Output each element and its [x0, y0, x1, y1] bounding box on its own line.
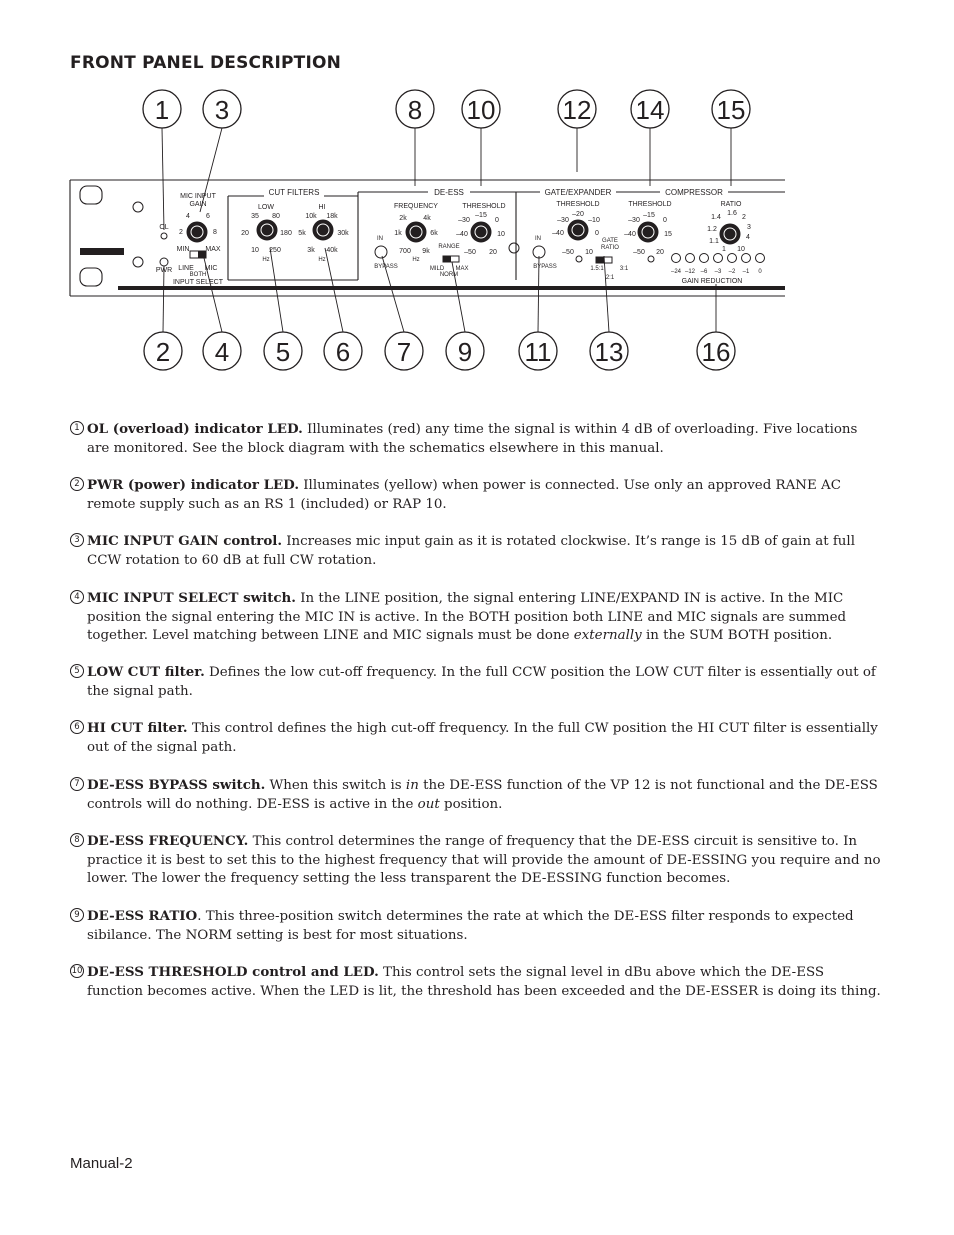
label-compressor: COMPRESSOR	[665, 188, 723, 197]
item-heading: DE-ESS BYPASS switch.	[87, 777, 266, 793]
callout-label-3: 3	[214, 95, 230, 125]
ol-led	[133, 202, 143, 212]
item-number: 3	[70, 533, 84, 547]
page-title: FRONT PANEL DESCRIPTION	[70, 53, 342, 73]
callout-label-13: 13	[594, 337, 624, 367]
svg-text:1.4: 1.4	[711, 214, 721, 221]
item-body: This control sets the signal level in dBu above which the DE-ESS function becomes active. When the LED is lit, the threshold has been exceeded and the DE-ESSER is doing its thing.	[87, 965, 881, 999]
item-heading: HI CUT filter.	[87, 720, 188, 736]
item-emphasis: out	[417, 796, 440, 812]
svg-text:700: 700	[399, 248, 411, 255]
callout-label-10: 10	[466, 95, 496, 125]
desc-item-5	[70, 663, 882, 701]
svg-text:MAX: MAX	[205, 246, 221, 253]
svg-text:20: 20	[489, 249, 497, 256]
svg-text:1.5:1: 1.5:1	[590, 266, 604, 272]
item-body: Illuminates (yellow) when power is connected. Use only an approved RANE AC remote supply such as an RS 1 (included) or RAP 10.	[87, 478, 841, 512]
svg-text:IN: IN	[377, 236, 383, 242]
item-emphasis: in	[405, 778, 419, 793]
svg-text:1.1: 1.1	[709, 238, 719, 245]
label-gate-expander: GATE/EXPANDER	[544, 188, 612, 197]
label-gain: GAIN	[189, 201, 207, 208]
item-number: 8	[70, 833, 84, 847]
de-ess-threshold-knob	[471, 222, 491, 242]
svg-text:10: 10	[585, 249, 593, 256]
gr-led-6	[742, 254, 751, 263]
label-frequency: FREQUENCY	[394, 203, 438, 210]
label-comp-threshold: THRESHOLD	[628, 201, 672, 208]
callout-label-12: 12	[562, 95, 592, 125]
svg-text:20: 20	[241, 230, 249, 237]
gr-label-6: –1	[742, 269, 750, 275]
item-body: the DE-ESS function of the VP 12 is not functional and the DE-ESS controls will do nothing. DE-ESS is active in the	[87, 778, 878, 812]
svg-text:6k: 6k	[430, 230, 438, 237]
svg-text:–40: –40	[624, 231, 636, 238]
label-ratio: RATIO	[720, 201, 742, 208]
label-low: LOW	[258, 204, 274, 211]
svg-text:80: 80	[272, 213, 280, 220]
callout-label-14: 14	[635, 95, 665, 125]
item-heading: MIC INPUT SELECT switch.	[87, 590, 296, 606]
svg-text:–15: –15	[475, 212, 487, 219]
item-heading: LOW CUT filter.	[87, 664, 205, 680]
callout-label-15: 15	[716, 95, 746, 125]
desc-item-9	[70, 907, 882, 945]
callout-label-1: 1	[154, 95, 170, 125]
svg-text:IN: IN	[535, 236, 541, 242]
gate-threshold-knob	[568, 220, 588, 240]
comp-threshold-knob	[638, 222, 658, 242]
svg-text:–20: –20	[572, 211, 584, 218]
svg-text:2: 2	[179, 229, 183, 236]
item-number: 6	[70, 720, 84, 734]
svg-text:3: 3	[747, 224, 751, 231]
item-heading: PWR (power) indicator LED.	[87, 477, 299, 493]
svg-text:BOTH: BOTH	[189, 272, 207, 278]
callout-label-9: 9	[457, 337, 473, 367]
svg-text:10k: 10k	[305, 213, 317, 220]
svg-text:1: 1	[722, 246, 726, 253]
svg-text:–40: –40	[456, 231, 468, 238]
gr-label-4: –3	[714, 269, 722, 275]
item-heading: OL (overload) indicator LED.	[87, 421, 303, 437]
svg-text:40k: 40k	[326, 247, 338, 254]
callout-label-5: 5	[275, 337, 291, 367]
svg-text:–30: –30	[458, 217, 470, 224]
callout-label-6: 6	[335, 337, 351, 367]
svg-text:18k: 18k	[326, 213, 338, 220]
de-ess-led	[509, 243, 519, 253]
item-body: in the SUM BOTH position.	[641, 628, 833, 643]
desc-item-7	[70, 776, 882, 814]
desc-item-8	[70, 832, 882, 889]
label-input-select: INPUT SELECT	[172, 279, 224, 286]
callout-label-7: 7	[396, 337, 412, 367]
svg-text:8: 8	[213, 229, 217, 236]
item-number: 5	[70, 664, 84, 678]
item-body: In the LINE position, the signal entering LINE/EXPAND IN is active. In the MIC position the signal entering the MIC IN is active. In the BOTH position both LINE and MIC signals are summed together. Level matching between LINE and MIC signals must be done	[87, 591, 847, 643]
desc-item-3	[70, 532, 882, 570]
item-body: This control defines the high cut-off frequency. In the full CW position the HI CUT filter is essentially out of the signal path.	[87, 721, 878, 755]
comp-ratio-knob	[720, 224, 740, 244]
svg-text:–40: –40	[552, 230, 564, 237]
svg-text:NORM: NORM	[439, 272, 459, 278]
item-body: position.	[439, 796, 503, 812]
callout-label-11: 11	[524, 337, 552, 367]
svg-text:BYPASS: BYPASS	[374, 264, 398, 270]
label-ol: OL	[159, 224, 169, 231]
ol-indicator	[161, 233, 167, 239]
desc-item-6	[70, 719, 882, 757]
low-cut-knob	[257, 220, 277, 240]
gate-led	[576, 256, 582, 262]
label-gain-reduction: GAIN REDUCTION	[681, 278, 743, 285]
item-body: When this switch is	[265, 778, 406, 793]
svg-text:15: 15	[664, 231, 672, 238]
front-panel-diagram	[60, 84, 790, 384]
svg-text:3:1: 3:1	[619, 266, 629, 272]
gr-led-4	[714, 254, 723, 263]
svg-text:1.6: 1.6	[727, 210, 737, 217]
svg-text:0: 0	[495, 217, 499, 224]
callout-label-16: 16	[701, 337, 731, 367]
item-heading: MIC INPUT GAIN control.	[87, 533, 283, 549]
item-body: This control determines the range of frequency that the DE-ESS circuit is sensitive to. In practice it is best to set this to the highest frequency that will provide the amount of DE-ESSING you require and no lower. The lower the frequency setting the less transparent the DE-ESSING function becomes.	[87, 834, 881, 886]
item-number: 4	[70, 590, 84, 604]
svg-text:4: 4	[186, 213, 190, 220]
svg-text:MAX: MAX	[455, 266, 469, 272]
svg-text:–50: –50	[633, 249, 645, 256]
svg-text:2: 2	[742, 214, 746, 221]
svg-text:RATIO: RATIO	[601, 245, 619, 251]
svg-text:3k: 3k	[307, 247, 315, 254]
mic-gain-knob	[187, 222, 207, 242]
gr-led-3	[700, 254, 709, 263]
gr-label-5: –2	[728, 269, 736, 275]
svg-text:0: 0	[663, 217, 667, 224]
label-gate-threshold: THRESHOLD	[556, 201, 600, 208]
svg-text:MILD: MILD	[429, 266, 445, 272]
svg-text:LINE: LINE	[178, 265, 194, 272]
desc-item-4	[70, 589, 882, 646]
svg-text:–50: –50	[464, 249, 476, 256]
svg-text:RANGE: RANGE	[438, 244, 460, 250]
svg-text:20: 20	[656, 249, 664, 256]
svg-text:10: 10	[497, 231, 505, 238]
svg-text:4: 4	[746, 234, 750, 241]
item-heading: DE-ESS FREQUENCY.	[87, 833, 249, 849]
label-pwr: PWR	[155, 267, 173, 274]
item-body: . This three-position switch determines the rate at which the DE-ESS filter responds to expected sibilance. The NORM setting is best for most situations.	[87, 909, 854, 943]
svg-text:10: 10	[737, 246, 745, 253]
svg-text:5k: 5k	[298, 230, 306, 237]
pwr-indicator	[160, 258, 168, 266]
gr-led-5	[728, 254, 737, 263]
label-de-ess-threshold: THRESHOLD	[462, 203, 506, 210]
gr-led-7	[756, 254, 765, 263]
svg-text:35: 35	[251, 213, 259, 220]
item-number: 9	[70, 908, 84, 922]
svg-text:6: 6	[206, 213, 210, 220]
svg-text:2k: 2k	[399, 215, 407, 222]
item-heading: DE-ESS RATIO	[87, 908, 198, 924]
item-body: Illuminates (red) any time the signal is within 4 dB of overloading. Five locations are monitored. See the block diagram with the schematics elsewhere in this manual.	[87, 422, 858, 456]
gr-led-2	[686, 254, 695, 263]
item-number: 1	[70, 421, 84, 435]
label-hi: HI	[318, 204, 326, 211]
svg-text:10: 10	[251, 247, 259, 254]
svg-text:4k: 4k	[423, 215, 431, 222]
svg-text:1.2: 1.2	[707, 226, 717, 233]
de-ess-frequency-knob	[406, 222, 426, 242]
gr-led-1	[672, 254, 681, 263]
svg-text:1k: 1k	[394, 230, 402, 237]
callout-label-2: 2	[155, 337, 171, 367]
pwr-led	[133, 257, 143, 267]
item-number: 10	[71, 966, 83, 976]
svg-text:–30: –30	[628, 217, 640, 224]
svg-text:–10: –10	[588, 217, 600, 224]
svg-text:30k: 30k	[337, 230, 349, 237]
svg-text:Hz: Hz	[262, 257, 270, 263]
svg-text:–50: –50	[562, 249, 574, 256]
item-number: 7	[70, 777, 84, 791]
desc-item-2	[70, 476, 882, 514]
svg-text:250: 250	[269, 247, 281, 254]
label-cut-filters: CUT FILTERS	[268, 188, 320, 197]
svg-text:–30: –30	[557, 217, 569, 224]
gr-label-2: –12	[684, 269, 696, 275]
item-heading: DE-ESS THRESHOLD control and LED.	[87, 964, 379, 980]
item-body: Defines the low cut-off frequency. In the full CCW position the LOW CUT filter is essentially out of the signal path.	[87, 665, 876, 699]
desc-item-10	[70, 963, 882, 1001]
svg-text:GATE: GATE	[602, 238, 618, 244]
item-emphasis: externally	[573, 628, 642, 643]
item-number: 2	[70, 477, 84, 491]
hi-cut-knob	[313, 220, 333, 240]
svg-text:2:1: 2:1	[605, 275, 615, 281]
de-ess-bypass-button	[375, 246, 387, 258]
gr-label-7: 0	[758, 269, 762, 275]
svg-text:180: 180	[280, 230, 292, 237]
desc-item-1	[70, 420, 882, 458]
comp-led	[648, 256, 654, 262]
svg-text:–15: –15	[643, 212, 655, 219]
item-body: Increases mic input gain as it is rotated clockwise. It’s range is 15 dB of gain at full CCW rotation to 60 dB at full CW rotation.	[87, 534, 855, 568]
gr-label-1: –24	[670, 269, 682, 275]
svg-text:Hz: Hz	[318, 257, 326, 263]
svg-text:MIC: MIC	[204, 265, 218, 272]
label-de-ess: DE-ESS	[434, 188, 464, 197]
svg-text:Hz: Hz	[412, 257, 420, 263]
gr-label-3: –6	[700, 269, 708, 275]
callout-label-8: 8	[407, 95, 423, 125]
page-footer: Manual-2	[70, 1155, 133, 1172]
svg-text:MIN: MIN	[176, 246, 190, 253]
label-mic-input: MIC INPUT	[180, 193, 216, 200]
svg-text:9k: 9k	[422, 248, 430, 255]
callout-label-4: 4	[214, 337, 230, 367]
svg-text:0: 0	[595, 230, 599, 237]
svg-text:BYPASS: BYPASS	[533, 264, 557, 270]
